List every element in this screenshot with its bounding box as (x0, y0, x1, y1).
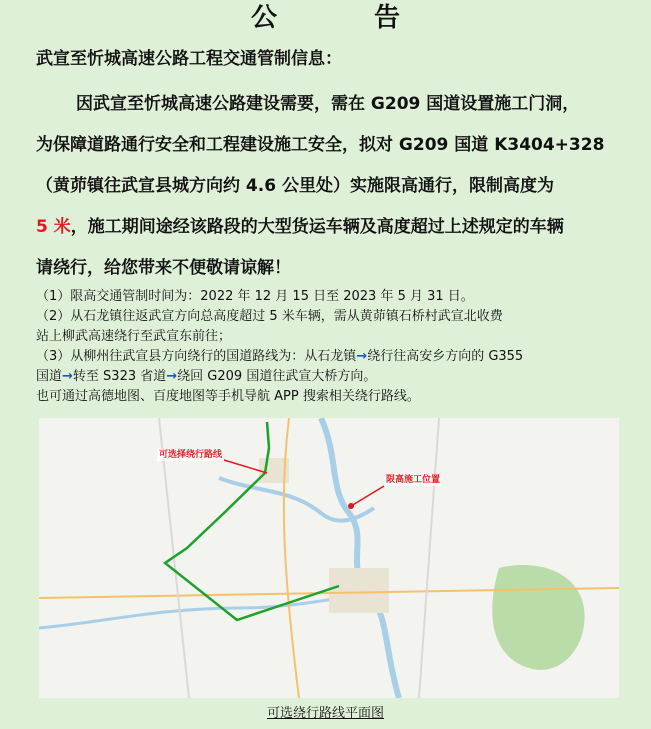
note-2b: 站上柳武高速绕行至武宣东前往； (36, 329, 232, 344)
height-limit-value: 5 米 (36, 217, 71, 237)
note-3b-part1: 国道 (36, 369, 63, 384)
river-line (39, 593, 369, 628)
notice-paragraph (36, 84, 626, 289)
map-caption: 可选绕行路线平面图 (266, 706, 384, 721)
note-3a-part1: （3）从柳州往武宣县方向绕行的国道路线为：从石龙镇 (36, 349, 357, 364)
note-3b (36, 367, 630, 387)
note-3b-part2: 转至 S323 省道 (72, 369, 167, 384)
construction-site-marker (348, 503, 354, 509)
arrow-right-icon: → (62, 369, 73, 384)
town-area (329, 568, 389, 613)
notice-heading: 武宣至忻城高速公路工程交通管制信息： (36, 49, 342, 69)
site-label: 限高施工位置 (386, 475, 441, 485)
note-4: 也可通过高德地图、百度地图等手机导航 APP 搜索相关绕行路线。 (36, 389, 420, 404)
note-3b-part3: 绕回 G209 国道往武宣大桥方向。 (177, 369, 377, 384)
note-1: （1）限高交通管制时间为：2022 年 12 月 15 日至 2023 年 5 月 31 日。 (36, 289, 474, 304)
paragraph-line-1: 因武宣至忻城高速公路建设需要，需在 G209 国道设置施工门洞， (76, 94, 580, 114)
note-3a-part2: 绕行往高安乡方向的 G355 (367, 349, 524, 364)
note-3a (36, 347, 630, 367)
paragraph-line-5: 请绕行，给您带来不便敬请谅解！ (36, 258, 291, 278)
river-line (321, 418, 399, 698)
notes-list (36, 287, 630, 407)
road-line (284, 418, 299, 698)
arrow-right-icon: → (356, 349, 368, 364)
paragraph-line-2: 为保障道路通行安全和工程建设施工安全，拟对 G209 国道 K3404+328 (36, 135, 605, 155)
arrow-right-icon: → (166, 369, 178, 384)
route-map-graphic (39, 418, 619, 698)
note-2a: （2）从石龙镇往返武宣方向总高度超过 5 米车辆，需从黄茆镇石桥村武宣北收费 (36, 309, 503, 324)
route-map (39, 418, 619, 698)
paragraph-line-4 (36, 207, 626, 248)
mountain-area (492, 565, 584, 670)
route-label: 可选择绕行路线 (159, 450, 223, 460)
road-line (419, 418, 439, 698)
notice-title: 公 告 (250, 3, 445, 33)
paragraph-line-3: （黄茆镇往武宣县城方向约 4.6 公里处）实施限高通行，限制高度为 (36, 176, 554, 196)
paragraph-line-4-rest: ，施工期间途经该路段的大型货运车辆及高度超过上述规定的车辆 (70, 217, 564, 237)
site-label-pointer (351, 486, 384, 506)
